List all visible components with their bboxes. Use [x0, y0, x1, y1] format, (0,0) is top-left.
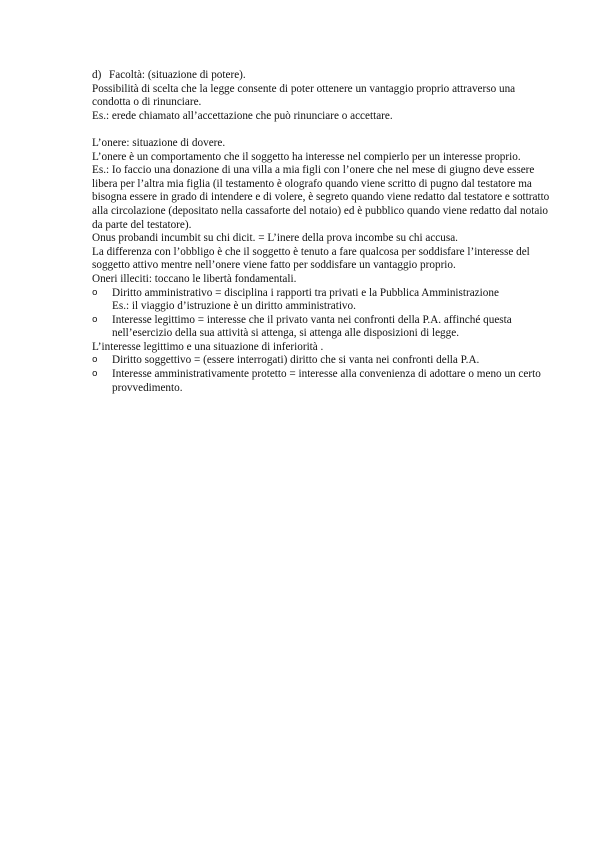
facolta-example: Es.: erede chiamato all’accettazione che può rinunciare o accettare.	[92, 109, 393, 122]
bullet-subtext: Es.: il viaggio d’istruzione è un diritto amministrativo.	[112, 300, 356, 313]
bullet-icon: o	[92, 287, 98, 298]
bullet-icon: o	[92, 355, 98, 366]
onere-obbligo-difference: La differenza con l’obbligo è che il soggetto è tenuto a fare qualcosa per soddisfare l’interesse del soggetto attivo mentre nell’onere viene fatto per soddisfare un vantaggio proprio.	[92, 245, 530, 272]
interesse-legittimo-note: L’interesse legittimo e una situazione di inferiorità .	[92, 340, 324, 353]
list-item	[92, 287, 552, 314]
bullet-text: Interesse legittimo = interesse che il privato vanta nei confronti della P.A. affinché questa nell’esercizio della sua attività si attenga, si attenga alle disposizioni di legge.	[112, 313, 512, 340]
onere-heading: L’onere: situazione di dovere.	[92, 136, 226, 149]
bullet-text: Diritto amministrativo = disciplina i rapporti tra privati e la Pubblica Amministrazione	[112, 286, 499, 299]
paragraph-gap	[92, 123, 552, 137]
facolta-definition: Possibilità di scelta che la legge consente di poter ottenere un vantaggio proprio attraverso una condotta o di rinunciare.	[92, 82, 516, 109]
bullet-text: Diritto soggettivo = (essere interrogati) diritto che si vanta nei confronti della P.A.	[112, 354, 480, 367]
section-d-title: Facoltà: (situazione di potere).	[109, 69, 246, 81]
list-item	[92, 354, 552, 368]
section-d-heading	[92, 69, 552, 83]
onus-probandi: Onus probandi incumbit su chi dicit. = L’inere della prova incombe su chi accusa.	[92, 232, 458, 245]
list-item	[92, 368, 552, 395]
document-page	[92, 69, 552, 395]
bullet-icon: o	[92, 314, 98, 325]
onere-example: Es.: Io faccio una donazione di una villa a mia figli con l’onere che nel mese di giugno deve essere libera per l’altra mia figlia (il testamento è olografo quando viene scritto di pugno dal testatore ma bisogna essere in grado di intendere e di volere, è segreto quando viene redatto dal testatore e sottratto alla circolazione (depositato nella cassaforte del notaio) ed è pubblico quando viene redatto dal notaio da parte del testatore).	[92, 164, 550, 231]
oneri-illeciti: Oneri illeciti: toccano le libertà fondamentali.	[92, 272, 297, 285]
bullet-text: Interesse amministrativamente protetto = interesse alla convenienza di adottare o meno un certo provvedimento.	[112, 368, 541, 394]
list-item	[92, 314, 552, 341]
section-d-marker: d)	[92, 69, 102, 81]
onere-definition: L’onere è un comportamento che il soggetto ha interesse nel compierlo per un interesse proprio.	[92, 150, 521, 163]
bullet-icon: o	[92, 369, 98, 380]
